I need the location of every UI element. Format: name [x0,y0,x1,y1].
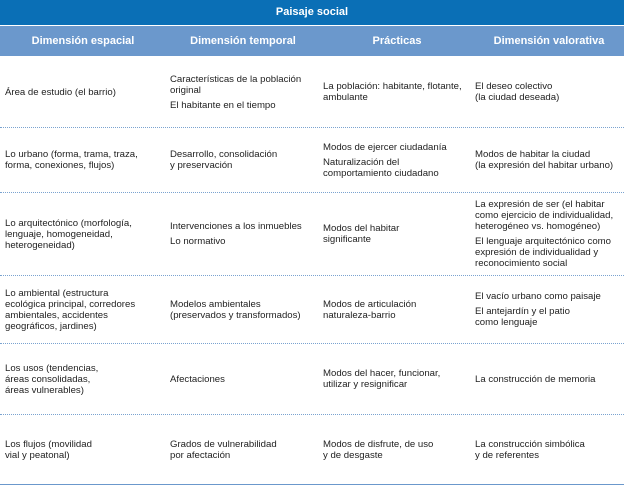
table-cell [170,57,320,127]
table-cell [5,276,165,343]
cell-paragraph: La construcción de memoria [475,373,596,385]
table-title: Paisaje social [0,0,624,25]
cell-paragraph: Lo ambiental (estructura ecológica principal, corredores ambientales, accidentes geográficos, jardines) [5,287,136,332]
table-cell [475,415,623,484]
table-cell [170,344,320,414]
table-cell [475,128,623,192]
table-cell [5,128,165,192]
cell-paragraph: El vacío urbano como paisaje [475,291,601,302]
cell-paragraph: Lo arquitectónico (morfología, lenguaje, homogeneidad, heterogeneidad) [5,217,132,251]
table-cell [323,415,473,484]
header-practicas: Prácticas [372,35,422,47]
cell-paragraph: El lenguaje arquitectónico como expresión de individualidad y reconocimiento social [475,236,611,269]
table-row [0,57,624,128]
table-header [0,26,624,56]
table-cell [323,276,473,343]
cell-paragraph: La expresión de ser (el habitar como ejercicio de individualidad, heterogéneo vs. homogéneo) [475,199,614,232]
header-dimension-temporal: Dimensión temporal [190,35,296,47]
table-cell [475,193,623,275]
table-cell [170,415,320,484]
header-dimension-valorativa: Dimensión valorativa [493,35,605,47]
cell-paragraph: Los usos (tendencias, áreas consolidadas, áreas vulnerables) [5,362,99,396]
cell-paragraph: Los flujos (movilidad vial y peatonal) [5,438,92,461]
table-cell [475,57,623,127]
table-cell [5,344,165,414]
cell-paragraph: La población: habitante, flotante, ambulante [323,81,462,103]
cell-paragraph: La construcción simbólica y de referentes [475,438,585,461]
cell-paragraph: Modos del hacer, funcionar, utilizar y resignificar [323,368,441,390]
cell-paragraph: Desarrollo, consolidación y preservación [170,149,278,171]
cell-paragraph: Modos de articulación naturaleza-barrio [323,298,417,321]
cell-paragraph: Intervenciones a los inmuebles [170,221,302,232]
table-cell [170,193,320,275]
cell-paragraph: Modelos ambientales (preservados y transformados) [170,298,301,321]
cell-paragraph: Modos del habitar significante [323,223,400,245]
table-cell [475,344,623,414]
table-cell [323,344,473,414]
cell-paragraph: Características de la población original [170,73,302,96]
cell-paragraph: Modos de habitar la ciudad (la expresión del habitar urbano) [475,149,614,171]
table-cell [170,128,320,192]
cell-paragraph: El deseo colectivo (la ciudad deseada) [475,81,560,103]
cell-paragraph: El habitante en el tiempo [170,99,276,111]
table-cell [323,128,473,192]
cell-paragraph: Modos de disfrute, de uso y de desgaste [323,438,434,461]
header-dimension-espacial: Dimensión espacial [31,35,135,47]
table-row [0,415,624,485]
table-cell [5,193,165,275]
cell-paragraph: Modos de ejercer ciudadanía [323,141,447,153]
table-row [0,128,624,193]
table-cell [475,276,623,343]
table-row [0,276,624,344]
cell-paragraph: Lo urbano (forma, trama, traza, forma, conexiones, flujos) [5,149,138,171]
table-row [0,193,624,276]
cell-paragraph: Afectaciones [170,373,225,385]
table-cell [5,415,165,484]
cell-paragraph: Lo normativo [170,236,226,247]
cell-paragraph: Área de estudio (el barrio) [5,86,116,98]
table-cell [170,276,320,343]
cell-paragraph: Grados de vulnerabilidad por afectación [170,438,277,461]
table-row [0,344,624,415]
cell-paragraph: Naturalización del comportamiento ciudadano [323,156,439,179]
cell-paragraph: El antejardín y el patio como lenguaje [475,306,570,328]
table-cell [323,193,473,275]
table-cell [5,57,165,127]
table-cell [323,57,473,127]
